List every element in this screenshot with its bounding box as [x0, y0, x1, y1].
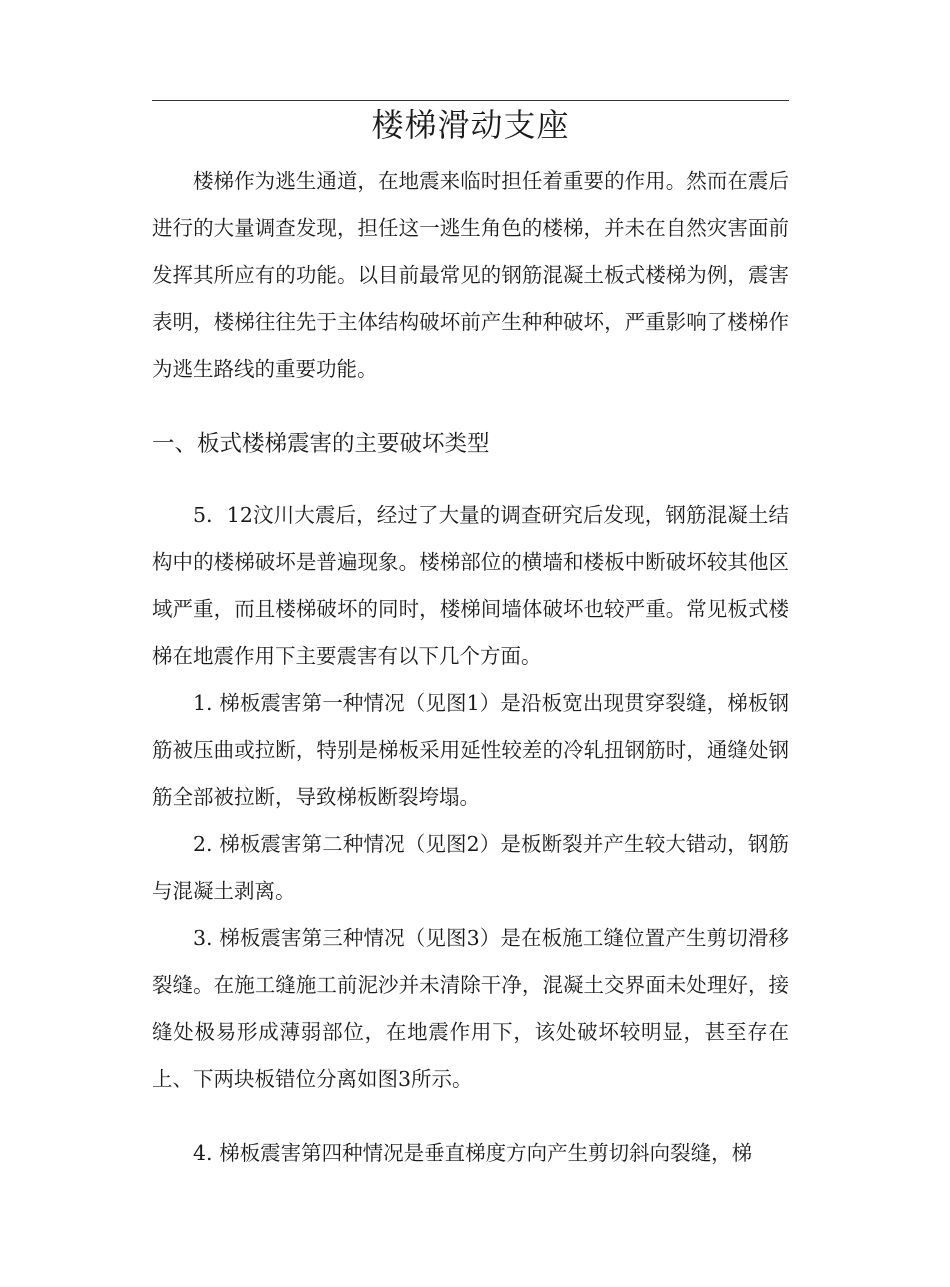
- spacer: [152, 393, 789, 421]
- document-title: 楼梯滑动支座: [371, 106, 570, 144]
- intro-paragraph: 楼梯作为逃生通道，在地震来临时担任着重要的作用。然而在震后进行的大量调查发现，担任这一逃生角色的楼梯，并未在自然灾害面前发挥其所应有的功能。以目前最常见的钢筋混凝土板式楼梯为例，震害表明，楼梯往往先于主体结构破坏前产生种种破坏，严重影响了楼梯作为逃生路线的重要功能。: [152, 169, 789, 381]
- list-item-3: 3. 梯板震害第三种情况（见图3）是在板施工缝位置产生剪切滑移裂缝。在施工缝施工前泥沙并未清除干净，混凝土交界面未处理好，接缝处极易形成薄弱部位，在地震作用下，该处破坏较明显，甚至存在上、下两块板错位分离如图3所示。: [152, 926, 789, 1091]
- section-intro-paragraph: 5．12汶川大震后，经过了大量的调查研究后发现，钢筋混凝土结构中的楼梯破坏是普遍现象。楼梯部位的横墙和楼板中断破坏较其他区域严重，而且楼梯破坏的同时，楼梯间墙体破坏也较严重。常见板式楼梯在地震作用下主要震害有以下几个方面。: [152, 503, 789, 668]
- section-heading: 一、板式楼梯震害的主要破坏类型: [152, 431, 490, 457]
- list-item-1: 1. 梯板震害第一种情况（见图1）是沿板宽出现贯穿裂缝，梯板钢筋被压曲或拉断，特别是梯板采用延性较差的冷轧扭钢筋时，通缝处钢筋全部被拉断，导致梯板断裂垮塌。: [152, 691, 789, 809]
- spacer: [152, 1103, 789, 1130]
- document-body: [152, 158, 789, 1177]
- list-item-2: 2. 梯板震害第二种情况（见图2）是板断裂并产生较大错动，钢筋与混凝土剥离。: [152, 832, 789, 903]
- list-item-4: 4. 梯板震害第四种情况是垂直梯度方向产生剪切斜向裂缝，梯: [193, 1141, 753, 1165]
- spacer: [152, 468, 789, 492]
- header-rule: [152, 100, 789, 101]
